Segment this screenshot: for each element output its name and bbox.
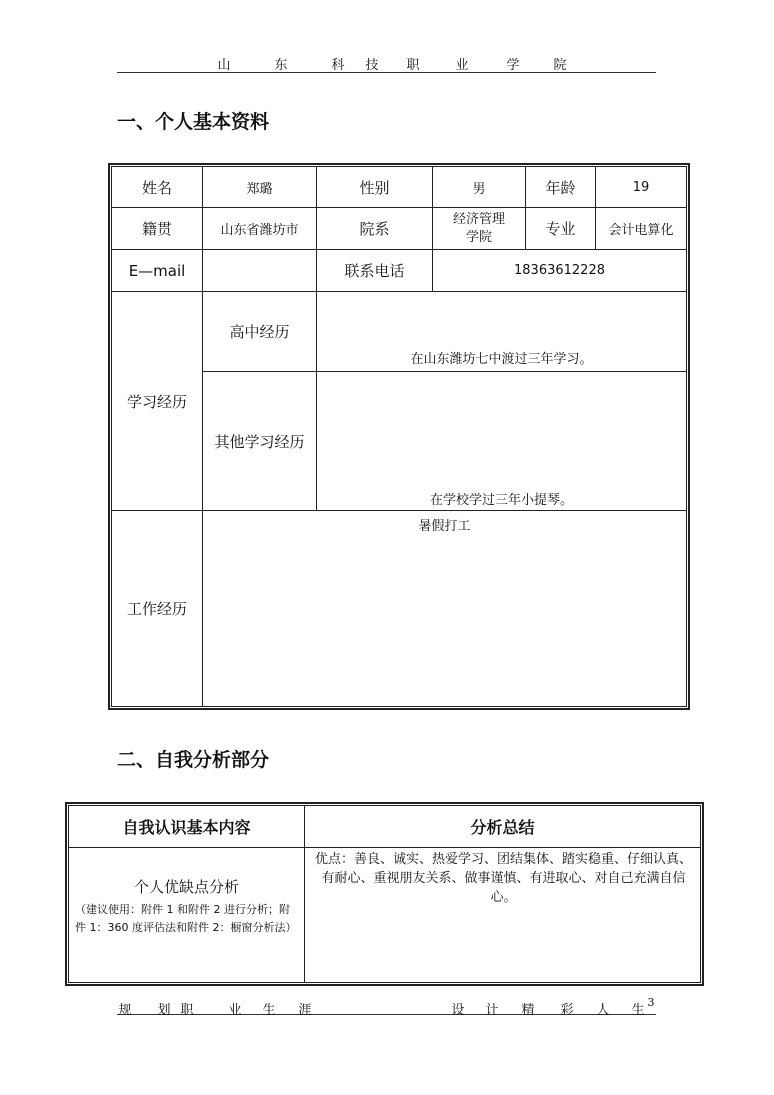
email-value — [202, 249, 317, 292]
row-label: 个人优缺点分析 — [133, 878, 239, 896]
header-char: 技 — [365, 58, 379, 73]
footer-char: 精 — [521, 1003, 535, 1018]
name-label: 姓名 — [111, 166, 203, 208]
footer-char: 涯 — [298, 1003, 312, 1018]
footer-char: 计 — [485, 1003, 499, 1018]
header-char: 职 — [406, 58, 420, 73]
other-study-value: 在学校学过三年小提琴。 — [316, 371, 687, 511]
work-experience-value: 暑假打工 — [202, 510, 687, 707]
footer-char: 生 — [631, 1003, 645, 1018]
phone-label: 联系电话 — [316, 249, 433, 292]
age-label: 年龄 — [525, 166, 596, 208]
header-char: 科 — [331, 58, 345, 73]
header-char: 学 — [506, 58, 520, 73]
section-title-self-analysis: 二、自我分析部分 — [117, 749, 270, 771]
other-study-label: 其他学习经历 — [202, 371, 317, 511]
study-experience-label: 学习经历 — [111, 291, 203, 511]
footer-char: 人 — [596, 1003, 610, 1018]
footer-char: 划 — [157, 1003, 171, 1018]
col1-header: 自我认识基本内容 — [68, 805, 305, 848]
page-footer — [117, 996, 656, 1018]
name-value: 郑璐 — [202, 166, 317, 208]
header-char: 业 — [455, 58, 469, 73]
footer-char: 彩 — [560, 1003, 574, 1018]
gender-label: 性别 — [316, 166, 433, 208]
section-title-basic-info: 一、个人基本资料 — [117, 111, 270, 133]
major-value: 会计电算化 — [595, 207, 687, 250]
highschool-value: 在山东潍坊七中渡过三年学习。 — [316, 291, 687, 372]
origin-label: 籍贯 — [111, 207, 203, 250]
footer-char: 生 — [262, 1003, 276, 1018]
row-note: （建议使用：附件 1 和附件 2 进行分析；附件 1：360 度评估法和附件 2：橱窗分析法） — [75, 903, 297, 934]
phone-value: 18363612228 — [432, 249, 687, 292]
highschool-label: 高中经历 — [202, 291, 317, 372]
department-label: 院系 — [316, 207, 433, 250]
strengths-weaknesses-cell — [68, 847, 305, 983]
footer-char: 业 — [228, 1003, 242, 1018]
origin-value: 山东省潍坊市 — [202, 207, 317, 250]
footer-char: 职 — [180, 1003, 194, 1018]
analysis-cell — [304, 847, 701, 983]
page-number: 3 — [647, 996, 655, 1009]
col2-header: 分析总结 — [304, 805, 701, 848]
header-char: 山 — [217, 58, 231, 73]
footer-char: 规 — [118, 1003, 132, 1018]
major-label: 专业 — [525, 207, 596, 250]
analysis-text: 优点：善良、诚实、热爱学习、团结集体、踏实稳重、仔细认真、有耐心、重视朋友关系、做事谨慎、有进取心、对自己充满自信心。 — [314, 852, 692, 905]
page-header — [117, 54, 656, 73]
age-value: 19 — [595, 166, 687, 208]
gender-value: 男 — [432, 166, 526, 208]
email-label: E—mail — [111, 249, 203, 292]
header-char: 院 — [553, 58, 567, 73]
header-char: 东 — [274, 58, 288, 73]
footer-char: 设 — [451, 1003, 465, 1018]
department-value: 经济管理学院 — [432, 207, 526, 250]
work-experience-label: 工作经历 — [111, 510, 203, 707]
